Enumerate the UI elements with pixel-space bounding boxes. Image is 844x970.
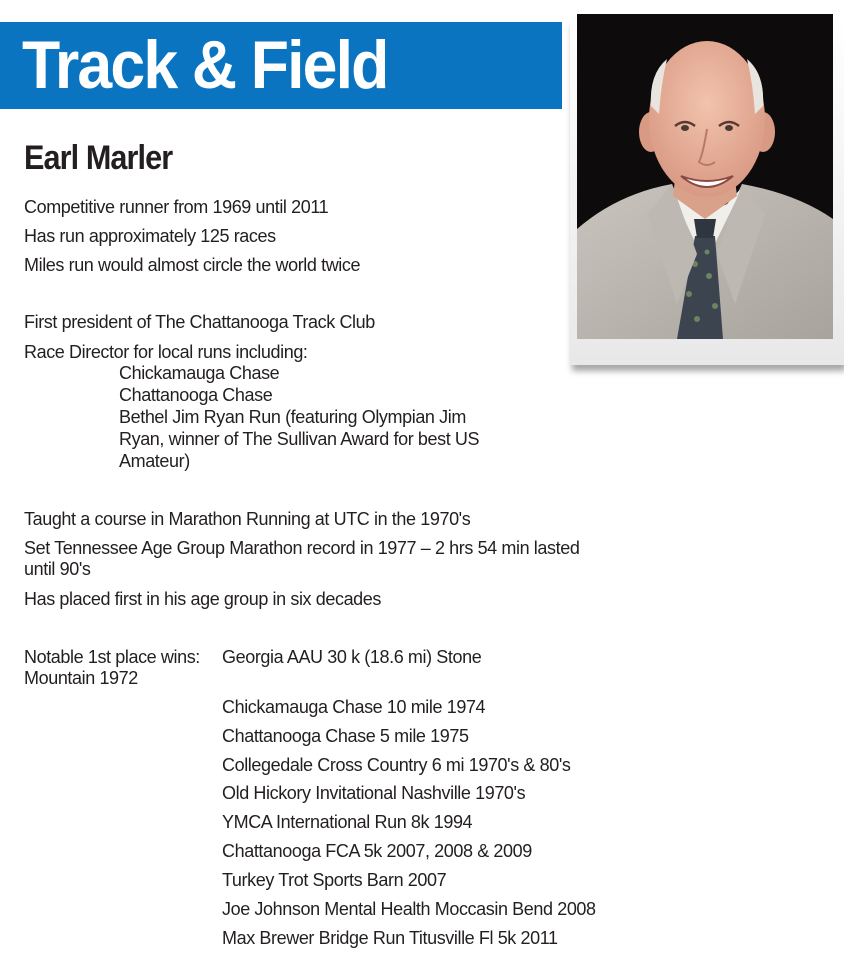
- race-list-item: Chickamauga Chase: [119, 363, 280, 383]
- win-item: Chickamauga Chase 10 mile 1974: [222, 697, 486, 717]
- intro-line: Competitive runner from 1969 until 2011: [24, 197, 329, 217]
- win-item: Collegedale Cross Country 6 mi 1970's & 80's: [222, 755, 571, 775]
- intro-line: Miles run would almost circle the world twice: [24, 255, 361, 275]
- win-item: Max Brewer Bridge Run Titusville Fl 5k 2011: [222, 928, 558, 948]
- win-item: Chattanooga FCA 5k 2007, 2008 & 2009: [222, 841, 532, 861]
- portrait-photo: [577, 14, 833, 339]
- header-banner: [0, 22, 562, 109]
- course-line: Taught a course in Marathon Running at UTC in the 1970's: [24, 509, 471, 529]
- race-director-line: Race Director for local runs including:: [24, 342, 308, 362]
- person-name: Earl Marler: [24, 139, 173, 177]
- wins-label: Notable 1st place wins:: [24, 647, 200, 667]
- race-list-item: Ryan, winner of The Sullivan Award for best US: [119, 429, 480, 449]
- win-item: Chattanooga Chase 5 mile 1975: [222, 726, 469, 746]
- race-list-item: Chattanooga Chase: [119, 385, 273, 405]
- win-item-continued: Mountain 1972: [24, 668, 138, 688]
- record-line-continued: until 90's: [24, 559, 91, 579]
- decades-line: Has placed first in his age group in six decades: [24, 589, 382, 609]
- win-item: Joe Johnson Mental Health Moccasin Bend 2008: [222, 899, 596, 919]
- page-title: Track & Field: [22, 27, 388, 103]
- win-item: YMCA International Run 8k 1994: [222, 812, 473, 832]
- portrait-illustration: [577, 14, 833, 339]
- record-line: Set Tennessee Age Group Marathon record in 1977 – 2 hrs 54 min lasted: [24, 538, 580, 558]
- win-item: Turkey Trot Sports Barn 2007: [222, 870, 447, 890]
- win-item: Old Hickory Invitational Nashville 1970's: [222, 783, 526, 803]
- win-item: Georgia AAU 30 k (18.6 mi) Stone: [222, 647, 482, 667]
- race-list-item: Bethel Jim Ryan Run (featuring Olympian Jim: [119, 407, 466, 427]
- intro-line: Has run approximately 125 races: [24, 226, 276, 246]
- race-list-item: Amateur): [119, 451, 190, 471]
- club-president-line: First president of The Chattanooga Track Club: [24, 312, 375, 332]
